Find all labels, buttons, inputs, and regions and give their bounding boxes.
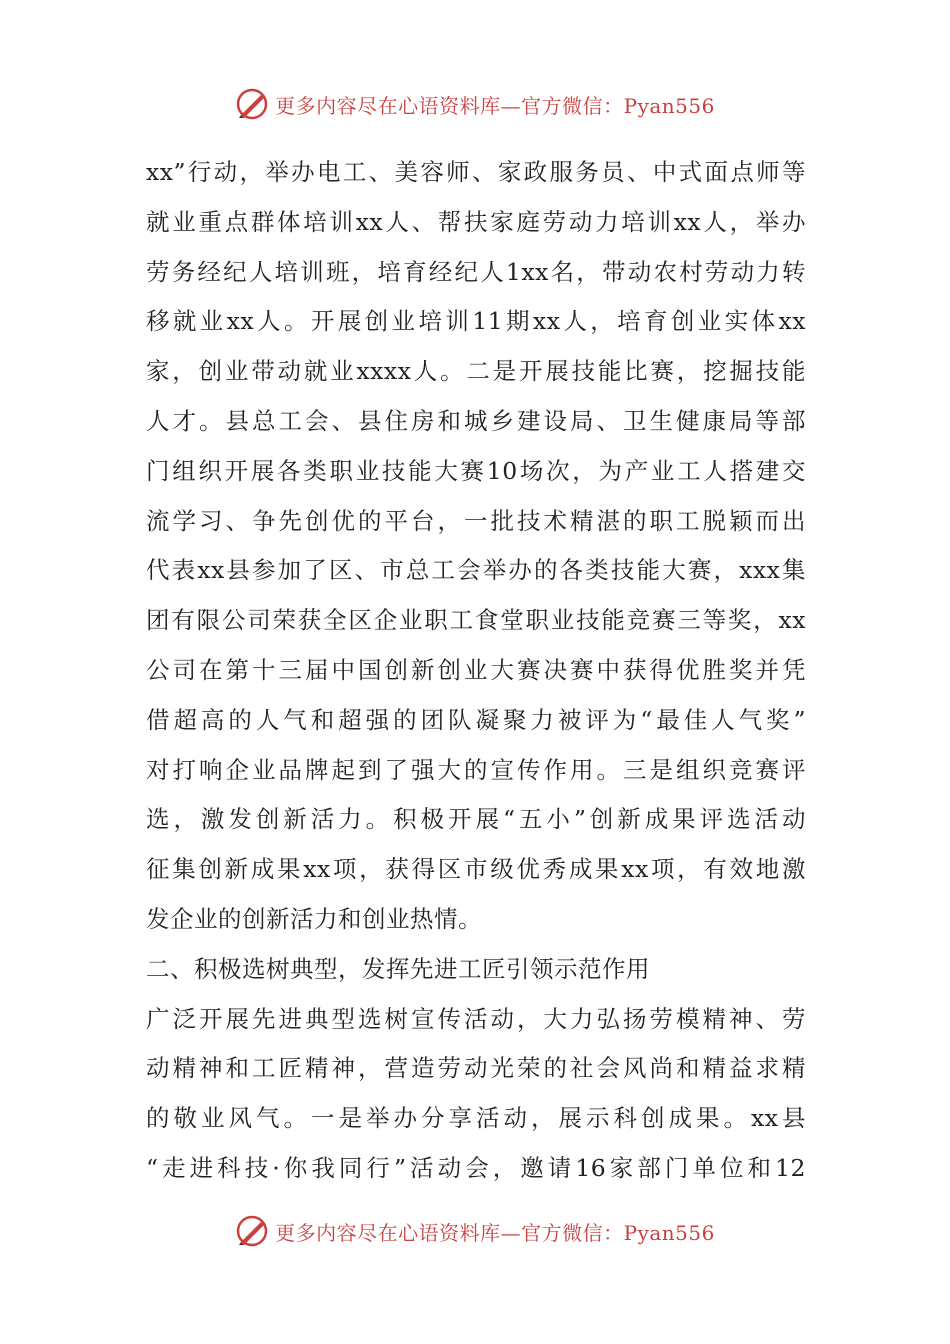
text-line: 移就业xx人。开展创业培训11期xx人，培育创业实体xx bbox=[146, 307, 806, 336]
text-line: 家，创业带动就业xxxx人。二是开展技能比赛，挖掘技能 bbox=[146, 357, 806, 386]
text-line: 代表xx县参加了区、市总工会举办的各类技能大赛，xxx集 bbox=[146, 556, 806, 585]
text-line: 流学习、争先创优的平台，一批技术精湛的职工脱颖而出 bbox=[146, 506, 806, 535]
text-line: 的敬业风气。一是举办分享活动，展示科创成果。xx县 bbox=[146, 1104, 806, 1133]
document-body bbox=[146, 148, 806, 1194]
text-line: “走进科技·你我同行”活动会，邀请16家部门单位和12 bbox=[146, 1153, 806, 1182]
text-line: 征集创新成果xx项，获得区市级优秀成果xx项，有效地激 bbox=[146, 855, 806, 884]
header-watermark bbox=[0, 84, 950, 124]
footer-watermark bbox=[0, 1211, 950, 1251]
text-line: 广泛开展先进典型选树宣传活动，大力弘扬劳模精神、劳 bbox=[146, 1004, 806, 1033]
text-line: 选，激发创新活力。积极开展“五小”创新成果评选活动 bbox=[146, 805, 806, 834]
text-line: 劳务经纪人培训班，培育经纪人1xx名，带动农村劳动力转 bbox=[146, 257, 806, 286]
pen-circle-logo-icon bbox=[235, 1214, 269, 1248]
text-line: 门组织开展各类职业技能大赛10场次，为产业工人搭建交 bbox=[146, 456, 806, 485]
text-line: 动精神和工匠精神，营造劳动光荣的社会风尚和精益求精 bbox=[146, 1054, 806, 1083]
text-line: 发企业的创新活力和创业热情。 bbox=[146, 904, 482, 933]
text-line: 就业重点群体培训xx人、帮扶家庭劳动力培训xx人，举办 bbox=[146, 207, 806, 236]
text-line: 对打响企业品牌起到了强大的宣传作用。三是组织竞赛评 bbox=[146, 755, 806, 784]
text-line: 团有限公司荣获全区企业职工食堂职业技能竞赛三等奖，xx bbox=[146, 606, 806, 635]
text-line: 公司在第十三届中国创新创业大赛决赛中获得优胜奖并凭 bbox=[146, 655, 806, 684]
section-heading: 二、积极选树典型，发挥先进工匠引领示范作用 bbox=[146, 954, 650, 983]
header-watermark-text: 更多内容尽在心语资料库—官方微信：Pyan556 bbox=[275, 93, 715, 118]
footer-watermark-text: 更多内容尽在心语资料库—官方微信：Pyan556 bbox=[275, 1220, 715, 1245]
pen-circle-logo-icon bbox=[235, 87, 269, 121]
text-line: 人才。县总工会、县住房和城乡建设局、卫生健康局等部 bbox=[146, 406, 806, 435]
text-line: 借超高的人气和超强的团队凝聚力被评为“最佳人气奖” bbox=[146, 705, 806, 734]
text-line: xx”行动，举办电工、美容师、家政服务员、中式面点师等 bbox=[146, 158, 806, 186]
